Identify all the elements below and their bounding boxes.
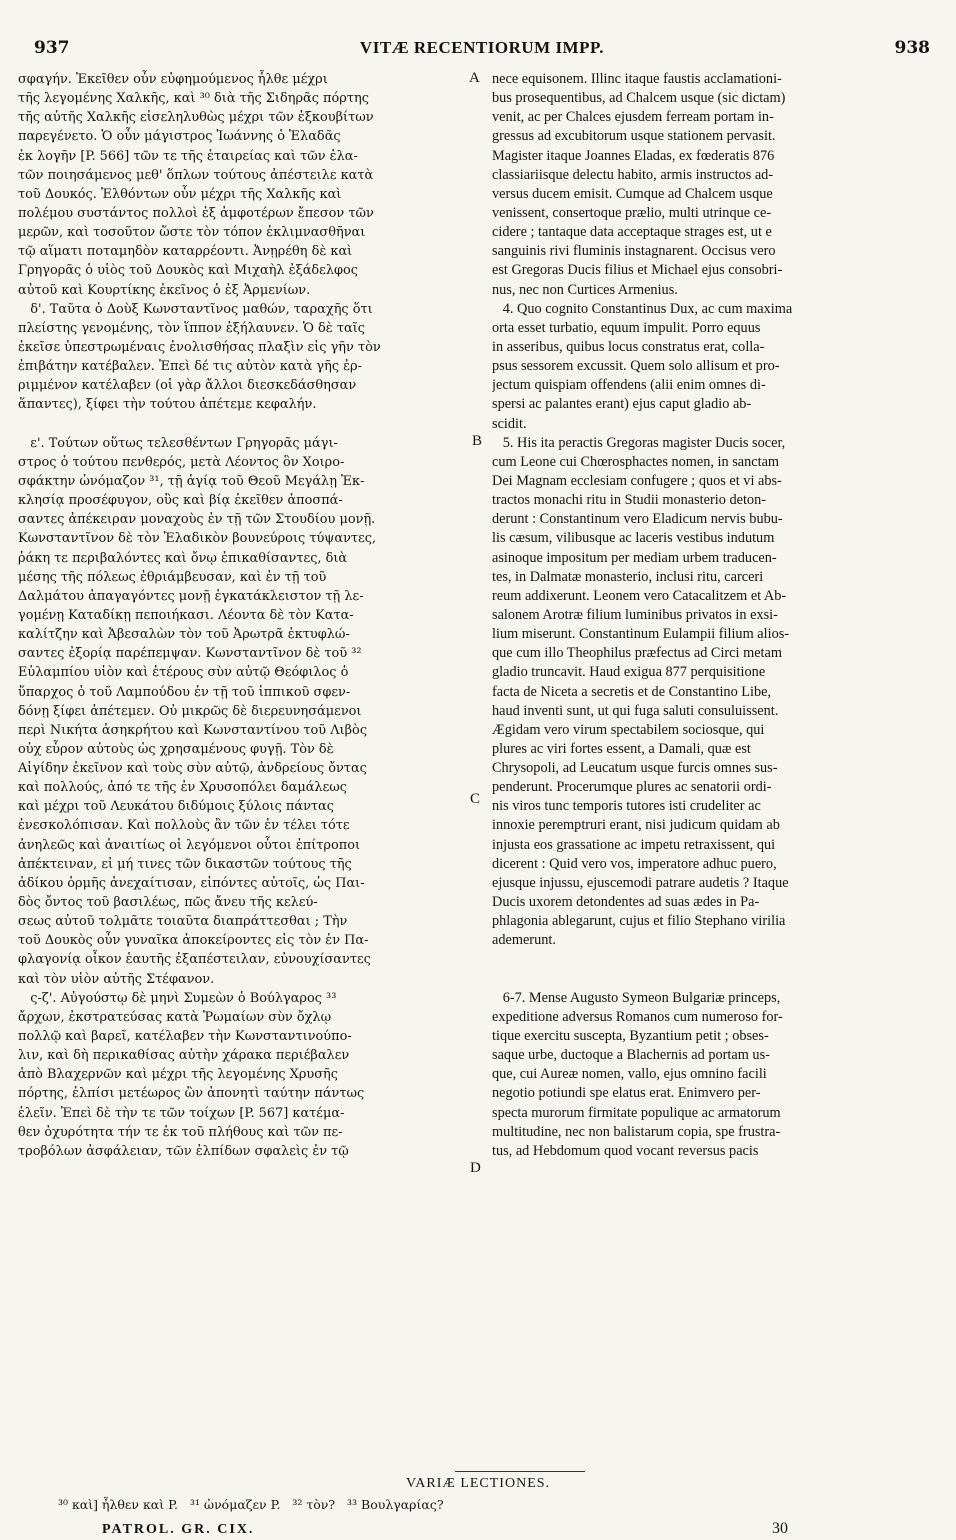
greek-text-column [18, 70, 488, 1464]
greek-text-line [18, 415, 488, 434]
margin-letter-b: B [472, 433, 483, 449]
greek-text-line: καὶ μέχρι τοῦ Λευκάτου διδύμοις ξύλοις πάντας [18, 799, 334, 815]
latin-text-line: 4. Quo cognito Constantinus Dux, ac cum maxima [492, 300, 793, 317]
latin-text-line: cum Leone cui Chœrosphactes nomen, in sanctam [492, 453, 780, 470]
running-header [34, 38, 930, 68]
latin-text-line: spersi ac palantes erant) ejus caput gladio ab- [492, 396, 752, 413]
greek-text-line: στρος ὁ τούτου πενθερός, μετὰ Λέοντος ὃν Χοιρο- [18, 454, 345, 470]
greek-text-line: δόνῃ ξίφει ἀπέτεμεν. Οὐ μικρῶς δὲ διερευνησάμενοι [18, 703, 362, 719]
latin-text-line: Chrysopoli, ad Leucatum usque furcis omnes sus- [492, 760, 778, 777]
margin-letter-a: A [469, 70, 480, 86]
latin-text-line: Magister itaque Joannes Eladas, ex fœderatis 876 [492, 147, 775, 164]
latin-text-line: innoxie peremptruri erant, nisi judicum quidam ab [492, 817, 780, 834]
greek-text-line: δ'. Ταῦτα ὁ Δοὺξ Κωνσταντῖνος μαθών, ταραχῆς ὅτι [18, 301, 373, 317]
latin-text-line: negotio potiundi spe elatus erat. Enimvero per- [492, 1085, 761, 1102]
greek-text-line: πλείστης γενομένης, τὸν ἵππον ἐξήλαυνεν. Ὁ δὲ ταῖς [18, 320, 365, 336]
latin-text-line: psus sessorem excussit. Quem solo allisum et pro- [492, 358, 780, 375]
greek-text-line: ὕπαρχος ὁ τοῦ Λαμπούδου ἐν τῇ τοῦ ἱππικοῦ σφεν- [18, 684, 351, 700]
running-title: VITÆ RECENTIORUM IMPP. [359, 38, 605, 57]
latin-text-line: classiariisque delectu habito, armis instructos ad- [492, 166, 774, 183]
latin-text-column [492, 70, 942, 1464]
latin-text-line: ejusque injussu, ejuscemodi patrare audetis ? Itaque [492, 874, 789, 891]
latin-text-line: scidit. [492, 415, 527, 432]
margin-letter-c: C [470, 791, 481, 807]
latin-text-line: venissent, consertoque prælio, multi utrinque ce- [492, 204, 772, 221]
greek-text-line: τῆς λεγομένης Χαλκῆς, καὶ ³⁰ διὰ τῆς Σιδηρᾶς πόρτης [18, 91, 369, 107]
latin-text-line [492, 950, 942, 969]
greek-text-line: οὐχ εὗρον αὐτοὺς ὡς χρησαμένους φυγῇ. Τὸν δὲ [18, 741, 334, 757]
latin-text-line: nus, nec non Curtices Armenius. [492, 281, 678, 298]
greek-text-line: ἀπὸ Βλαχερνῶν καὶ μέχρι τῆς λεγομένης Χρυσῆς [18, 1067, 338, 1083]
greek-text-line: σφάκτην ὠνόμαζον ³¹, τῇ ἁγίᾳ τοῦ Θεοῦ Μεγάλῃ Ἐκ- [18, 473, 365, 489]
latin-text-line: nece equisonem. Illinc itaque faustis acclamationi- [492, 71, 782, 87]
latin-text-line: asinoque impositum per mediam urbem traducen- [492, 549, 777, 566]
greek-text-line: πολέμου συστάντος πολλοὶ ἐξ ἀμφοτέρων ἔπεσον τῶν [18, 205, 374, 221]
latin-text-line: Ducis uxorem detondentes ad suas ædes in Pa- [492, 894, 760, 911]
greek-text-line: Αἰγίδην ἐκεῖνον καὶ τοὺς σὺν αὐτῷ, ἀνδρείους ὄντας [18, 761, 367, 777]
greek-text-line: τῶν ποιησάμενος μεθ' ὅπλων τούτους ἀπέστειλε κατὰ [18, 167, 374, 183]
margin-letter-d: D [470, 1160, 481, 1176]
latin-text-line [492, 970, 942, 989]
latin-text-line: orta esset turbatio, equum impulit. Porro equus [492, 319, 761, 336]
greek-text-line: ἐκεῖσε ὑπεστρωμέναις ἐνολισθήσας πλαξὶν εἰς γῆν τὸν [18, 339, 381, 355]
latin-text-line: derunt : Constantinum vero Eladicum nervis bubu- [492, 511, 783, 528]
latin-text-line: tes, in Dalmatæ monasterio, inclusi ritu, carceri [492, 568, 764, 585]
latin-text-line: saque urbe, ductoque a Blachernis ad portam us- [492, 1047, 770, 1064]
greek-text-line: περὶ Νικήτα ἀσηκρήτου καὶ Κωνσταντίνου τοῦ Λιβὸς [18, 722, 368, 738]
greek-text-line: καὶ πολλούς, ἀπό τε τῆς ἐν Χρυσοπόλει δαμάλεως [18, 780, 347, 796]
latin-text-line: dicerent : Quid vero vos, imperatore adhuc puero, [492, 855, 777, 872]
latin-text-line: ademerunt. [492, 932, 556, 949]
latin-text-line: jectum quispiam offendens (alii enim omnes di- [492, 377, 766, 394]
greek-text-line: παρεγένετο. Ὁ οὖν μάγιστρος Ἰωάννης ὁ Ἐλαδᾶς [18, 129, 341, 145]
greek-text-line: ἅπαντες), ξίφει τὴν τούτου ἀπέτεμε κεφαλήν. [18, 397, 317, 413]
latin-text-line: nis viros tunc temporis tutores isti crudeliter ac [492, 798, 761, 815]
latin-text-line: est Gregoras Ducis filius et Michael ejus consobri- [492, 262, 783, 279]
greek-text-line: τοῦ Δουκός. Ἐλθόντων οὖν μέχρι τῆς Χαλκῆς καὶ [18, 186, 342, 202]
greek-text-line: ἀνηλεῶς καὶ ἀναιτίως οἱ λεγόμενοι οὗτοι ἐπίτροποι [18, 837, 361, 853]
latin-text-line: bus prosequentibus, ad Chalcem usque (sic dictam) [492, 90, 786, 107]
greek-text-line: Κωνσταντῖνον δὲ τὸν Ἐλαδικὸν βουνεύροις τύψαντες, [18, 531, 377, 547]
latin-text-line: que, cui Aureæ nomen, vallo, ejus omnino facili [492, 1066, 767, 1083]
latin-text-line: Dei Magnam ecclesiam confugere ; quos et vi abs- [492, 472, 782, 489]
latin-text-line: cidere ; tantaque data acceptaque strages est, ut e [492, 224, 772, 241]
volume-signature: PATROL. GR. CIX. [102, 1522, 255, 1537]
greek-text-line: ἐκ λογῆν [P. 566] τῶν τε τῆς ἑταιρείας καὶ τῶν ἐλα- [18, 148, 358, 164]
latin-text-line: specta murorum firmitate populique ac armatorum [492, 1104, 781, 1121]
greek-text-line: πόρτης, ἐλπίσι μετέωρος ὢν ἀπονητὶ ταύτην πάντως [18, 1086, 365, 1102]
variant-readings-notes: ³⁰ καὶ] ἦλθεν καὶ P. ³¹ ὠνόμαζεν P. ³² τὸν? ³³ Βουλγαρίας? [58, 1497, 444, 1512]
latin-text-line: phlagonia ablegarunt, cujus et filio Stephano virilia [492, 913, 786, 930]
greek-text-line: αὐτοῦ καὶ Κουρτίκης ἐκεῖνος ὁ ἐξ Ἀρμενίων. [18, 282, 311, 298]
latin-text-line: tique exercitu suscepta, Byzantium petit ; obses- [492, 1028, 769, 1045]
greek-text-line: τῷ αἵματι ποταμηδὸν καταρρέοντι. Ἀνῃρέθη δὲ καὶ [18, 244, 353, 260]
latin-text-line: plures ac viri fortes essent, a Damali, quæ est [492, 740, 751, 757]
greek-text-line: ἐπιβάτην κατέβαλεν. Ἐπεὶ δέ τις αὐτὸν κατὰ γῆς ἐρ- [18, 359, 362, 375]
greek-text-line: σαντες ἐξορίᾳ παρέπεμψαν. Κωνσταντῖνον δὲ τοῦ ³² [18, 646, 362, 662]
latin-text-line: injusta eos grassatione ac impetu retraxissent, qui [492, 836, 776, 853]
greek-text-line: τοῦ Δουκὸς οὖν γυναῖκα ἀποκείροντες εἰς τὸν ἐν Πα- [18, 933, 369, 949]
greek-text-line: σαντες ἀπέκειραν μοναχοὺς ἐν τῇ τῶν Στουδίου μονῇ. [18, 512, 376, 528]
latin-text-line: gressus ad excubitorum usque stationem pervasit. [492, 128, 776, 145]
latin-text-line: reum addixerunt. Leonem vero Catacalitzem et Ab- [492, 587, 787, 604]
latin-text-line: penderunt. Procerumque plures ac senatorii ordi- [492, 779, 772, 796]
greek-text-line: καλίτζην καὶ Ἀβεσαλὼν τὸν τοῦ Ἀρωτρᾶ ἐκτυφλώ- [18, 627, 350, 643]
left-page-number: 937 [34, 38, 70, 58]
greek-text-line: τροβόλων ἀσφάλειαν, τῶν ἐλπίδων σφαλεὶς ἐν τῷ [18, 1143, 349, 1159]
greek-text-line: ἐνεσκολόπισαν. Καὶ πολλοὺς ἂν τῶν ἐν τέλει τότε [18, 818, 350, 834]
greek-text-line: σεως αὐτοῦ τολμᾶτε τοιαῦτα διαπράττεσθαι ; Τὴν [18, 914, 348, 930]
latin-text-line: multitudine, nec non balistarum copia, spe frustra- [492, 1123, 781, 1140]
greek-text-line: θεν ὀχυρότητα τήν τε ἐκ τοῦ πλήθους καὶ τῶν πε- [18, 1124, 343, 1140]
latin-text-line: venit, ac per Chalces ejusdem ferream portam in- [492, 109, 774, 126]
latin-text-line: 6-7. Mense Augusto Symeon Bulgariæ princeps, [492, 989, 781, 1006]
latin-text-line: facta de Niceta a secretis et de Constantino Libe, [492, 683, 772, 700]
greek-text-line: ῥάκη τε περιβαλόντες καὶ ὄνῳ ἐπικαθίσαντες, διὰ [18, 550, 348, 566]
footnote-rule [455, 1471, 585, 1472]
greek-text-line: καὶ τὸν υἱὸν αὐτῆς Στέφανον. [18, 971, 215, 987]
latin-text-line: sanguinis rivi fluminis instagnarent. Occisus vero [492, 243, 776, 260]
latin-text-line: 5. His ita peractis Gregoras magister Ducis socer, [492, 434, 786, 451]
greek-text-line: λιν, καὶ δὴ περικαθίσας αὐτὴν χάρακα περιέβαλεν [18, 1048, 350, 1064]
latin-text-line: versus ducem emisit. Cumque ad Chalcem usque [492, 185, 773, 202]
greek-text-line: τῆς αὐτῆς Χαλκῆς εἰσεληλυθὼς μέχρι τῶν ἐξκουβίτων [18, 110, 374, 126]
latin-text-line: gladio truncavit. Haud exigua 877 perquisitione [492, 664, 766, 681]
latin-text-line: tractos monachi ritu in Studii monasterio deton- [492, 492, 766, 509]
latin-text-line: tus, ad Hebdomum quod vocant reversus pacis [492, 1142, 759, 1159]
greek-text-line: κλησίᾳ προσέφυγον, οὓς καὶ βίᾳ ἐκεῖθεν ἀποσπά- [18, 493, 343, 509]
greek-text-line: δὸς ὄντος τοῦ βασιλέως, πῶς ἄνευ τῆς κελεύ- [18, 895, 318, 911]
latin-text-line: que cum illo Theophilus præfectus ad Circi metam [492, 645, 782, 662]
greek-text-line: Γρηγορᾶς ὁ υἱὸς τοῦ Δουκὸς καὶ Μιχαὴλ ἐξάδελφος [18, 263, 359, 279]
sheet-number: 30 [772, 1520, 788, 1537]
greek-text-line: ἄρχων, ἐκστρατεύσας κατὰ Ῥωμαίων σὺν ὄχλῳ [18, 1009, 332, 1025]
latin-text-line: in asseribus, quibus locus constratus erat, colla- [492, 338, 765, 355]
greek-text-line: ἀδίκου ὁρμῆς ἀνεχαίτισαν, εἰπόντες αὐτοῖς, ὡς Παι- [18, 875, 365, 891]
greek-text-line: ριμμένον κατέλαβεν (οἱ γὰρ ἄλλοι διεσκεδάσθησαν [18, 378, 357, 394]
greek-text-line: πολλῷ καὶ βαρεῖ, κατέλαβεν τὴν Κωνσταντινούπο- [18, 1029, 352, 1045]
latin-text-line: Ægidam vero virum spectabilem sociosque, qui [492, 721, 765, 738]
greek-text-line: ς-ζ'. Αὐγούστῳ δὲ μηνὶ Συμεὼν ὁ Βούλγαρος ³³ [18, 990, 337, 1006]
latin-text-line: lium miserunt. Constantinum Eulampii filium alios- [492, 626, 790, 643]
greek-text-line: ἀπέκτειναν, εἰ μή τινες τῶν δικαστῶν τούτους τῆς [18, 856, 352, 872]
greek-text-line: Εὐλαμπίου υἱὸν καὶ ἑτέρους σὺν αὐτῷ Θεόφιλος ὁ [18, 665, 349, 681]
latin-text-line: expeditione adversus Romanos cum numeroso for- [492, 1008, 783, 1025]
variae-lectiones-heading: VARIÆ LECTIONES. [405, 1476, 551, 1491]
greek-text-line: γομένῃ Καταδίκῃ πεποιήκασι. Λέοντα δὲ τὸν Κατα- [18, 607, 354, 623]
greek-text-line: ε'. Τούτων οὕτως τελεσθέντων Γρηγορᾶς μάγι- [18, 435, 338, 451]
latin-text-line: salonem Arotræ filium luminibus privatos in exsi- [492, 606, 778, 623]
greek-text-line: φλαγονίᾳ οἶκον ἑαυτῆς ἐξαπέστειλαν, εὐνουχίσαντες [18, 952, 371, 968]
latin-text-line: lis cæsum, vilibusque ac laceris vestibus indutum [492, 530, 775, 547]
latin-text-line: haud inventi sunt, ut qui fuga saluti consuluissent. [492, 702, 779, 719]
greek-text-line: μέσης τῆς πόλεως ἐθριάμβευσαν, καὶ ἐν τῇ τοῦ [18, 569, 327, 585]
greek-text-line: μερῶν, καὶ τοσοῦτον ὥστε τὸν τόπον ἐκλιμνασθῆναι [18, 225, 366, 241]
greek-text-line: Δαλμάτου ἀπαγαγόντες μονῇ ἐγκατάκλειστον τῇ λε- [18, 588, 364, 604]
right-page-number: 938 [894, 38, 930, 58]
greek-text-line: ἑλεῖν. Ἐπεὶ δὲ τὴν τε τῶν τοίχων [P. 567] κατέμα- [18, 1105, 345, 1121]
greek-text-line: σφαγήν. Ἐκεῖθεν οὖν εὐφημούμενος ἦλθε μέχρι [18, 72, 328, 87]
